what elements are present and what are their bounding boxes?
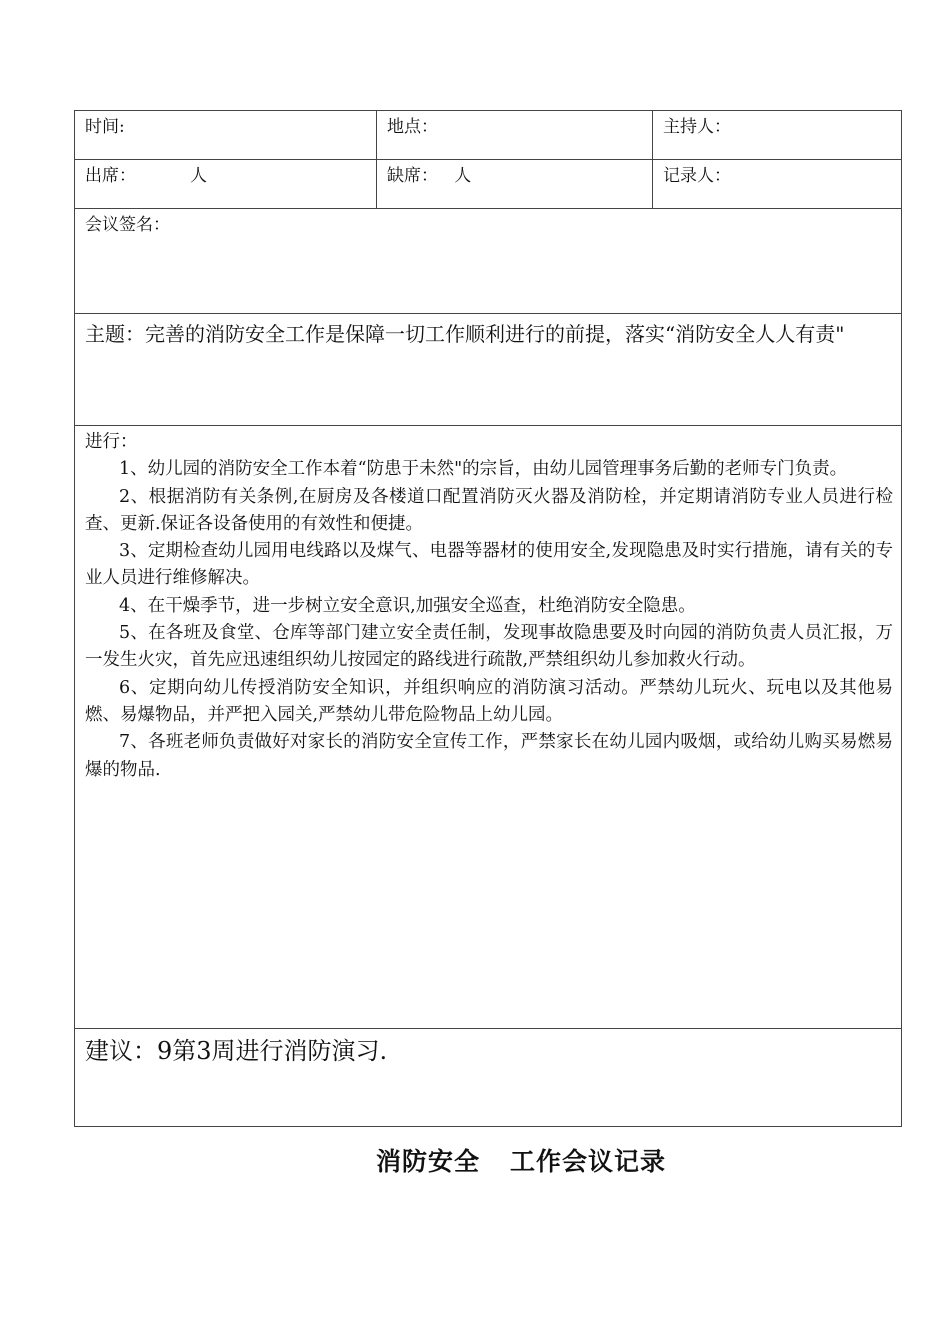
attend-label: 出席： 人	[85, 166, 208, 186]
place-label: 地点：	[387, 117, 438, 137]
process-item: 4、在干燥季节，进一步树立安全意识,加强安全巡查，杜绝消防安全隐患。	[119, 595, 696, 616]
topic-row	[75, 314, 902, 426]
absent-label: 缺席： 人	[387, 166, 472, 186]
title-part-1: 消防安全	[375, 1147, 480, 1176]
suggestion-text: 建议：9第3周进行消防演习.	[85, 1037, 388, 1065]
process-item: 5、在各班及食堂、仓库等部门建立安全责任制，发现事故隐患要及时向园的消防负责人员汇报，万一发生火灾，首先应迅速组织幼儿按园定的路线进行疏散,严禁组织幼儿参加救火行动。	[85, 623, 893, 671]
place-cell	[377, 111, 653, 160]
meeting-record-sheet	[74, 110, 901, 1127]
topic-text: 主题：完善的消防安全工作是保障一切工作顺利进行的前提，落实“消防安全人人有责"	[85, 322, 845, 346]
absent-cell	[377, 160, 653, 209]
host-label: 主持人：	[663, 117, 731, 137]
process-item: 7、各班老师负责做好对家长的消防安全宣传工作，严禁家长在幼儿园内吸烟，或给幼儿购买易燃易爆的物品.	[85, 732, 893, 780]
process-content	[75, 426, 901, 784]
process-label: 进行：	[85, 432, 138, 452]
suggestion-cell	[75, 1029, 902, 1127]
host-cell	[653, 111, 902, 160]
signature-row	[75, 209, 902, 314]
time-cell	[75, 111, 377, 160]
suggestion-row	[75, 1029, 902, 1127]
meeting-record-table	[74, 110, 902, 1127]
signature-cell	[75, 209, 902, 314]
header-row-1	[75, 111, 902, 160]
topic-cell	[75, 314, 902, 426]
header-row-2	[75, 160, 902, 209]
recorder-label: 记录人：	[663, 166, 731, 186]
process-row	[75, 426, 902, 1029]
recorder-cell	[653, 160, 902, 209]
process-item: 2、根据消防有关条例,在厨房及各楼道口配置消防灭火器及消防栓，并定期请消防专业人员进行检查、更新.保证各设备使用的有效性和便捷。	[85, 486, 893, 534]
process-cell	[75, 426, 902, 1029]
process-item: 6、定期向幼儿传授消防安全知识，并组织响应的消防演习活动。严禁幼儿玩火、玩电以及其他易燃、易爆物品，并严把入园关,严禁幼儿带危险物品上幼儿园。	[85, 677, 893, 725]
time-label: 时间:	[85, 117, 125, 137]
process-item: 1、幼儿园的消防安全工作本着“防患于未然"的宗旨，由幼儿园管理事务后勤的老师专门负责。	[119, 459, 848, 480]
attend-cell	[75, 160, 377, 209]
process-item: 3、定期检查幼儿园用电线路以及煤气、电器等器材的使用安全,发现隐患及时实行措施，请有关的专业人员进行维修解决。	[85, 541, 893, 589]
document-title	[0, 1142, 950, 1178]
signature-label: 会议签名：	[85, 215, 170, 235]
title-part-2: 工作会议记录	[510, 1147, 667, 1176]
